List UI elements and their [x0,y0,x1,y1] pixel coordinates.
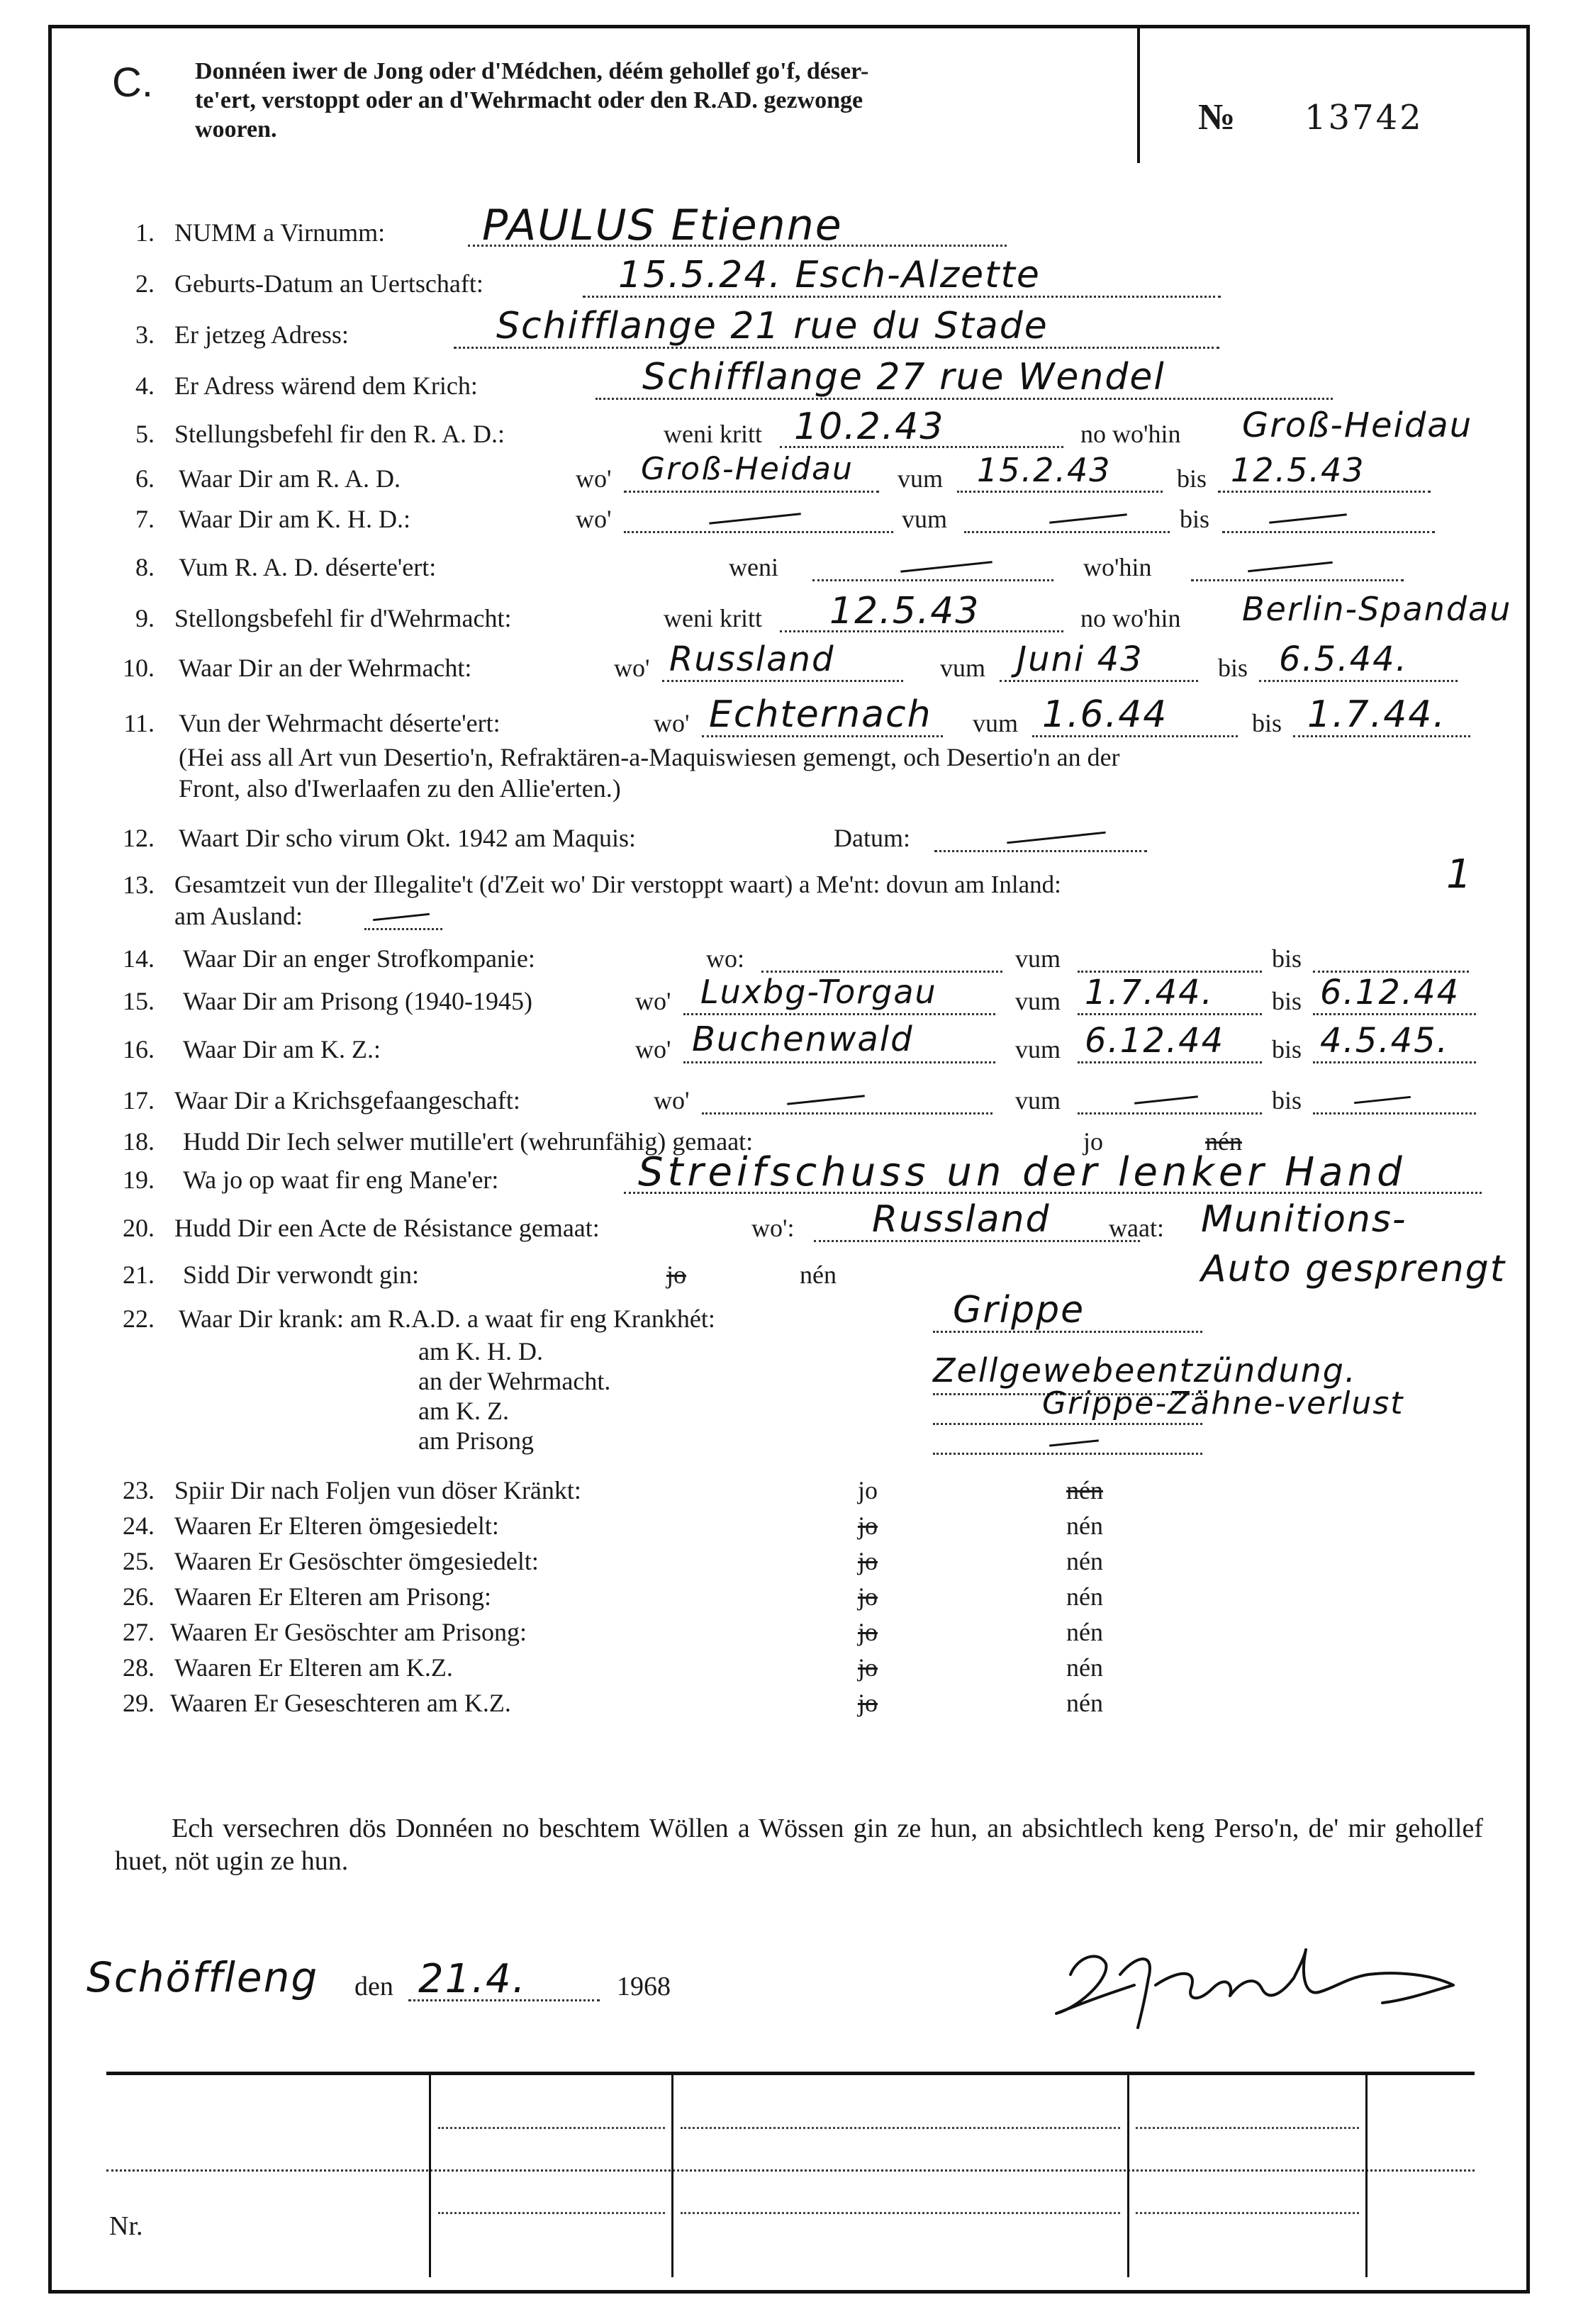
item-number: 12. [123,824,155,852]
label-where: wo' [654,1086,690,1114]
item-number: 13. [123,871,155,899]
answer-yes-struck: jo [858,1512,878,1540]
label-rad-order: Stellungsbefehl fir den R. A. D.: [174,420,505,448]
fill-line [812,579,1053,581]
fill-line [957,491,1163,493]
fill-line [1078,1112,1262,1114]
register-column-divider [429,2072,431,2277]
item-number: 18. [123,1127,155,1156]
value-inland: 1 [1446,851,1473,898]
header-title-line-1: Donnéen iwer de Jong oder d'Médchen, déém gehollef go'f, déser- [195,58,869,84]
answer-no-struck: nén [1205,1127,1242,1156]
header-separator [1137,25,1140,163]
label-from: vum [1015,944,1061,973]
label-wehrmacht-order: Stellongsbefehl fir d'Wehrmacht: [174,604,512,632]
value-prison-place: Luxbg-Torgau [700,973,937,1011]
value-rad-to: 12.5.43 [1231,451,1365,489]
label-when: weni kritt [664,420,762,448]
value-desertion-place: Echternach [709,693,932,736]
label-where: wo: [706,944,744,973]
label-war-address: Er Adress wärend dem Krich: [174,371,478,400]
handwritten-signature [1014,1907,1510,2049]
header-title-line-3: wooren. [195,116,277,143]
item-number: 7. [135,505,155,533]
value-current-address: Schifflange 21 rue du Stade [496,305,1049,347]
value-camp-place: Buchenwald [692,1019,914,1059]
answer-no: nén [1066,1689,1103,1717]
value-resistance-what-2: Auto gesprengt [1201,1248,1506,1290]
label-prison: Waar Dir am Prisong (1940-1945) [183,987,532,1015]
answer-yes: jo [1083,1127,1104,1156]
item-number: 9. [135,604,155,632]
item-number: 4. [135,371,155,400]
fill-line [662,680,903,682]
register-dotted-line [1136,2127,1359,2129]
signature-place: Schöffleng [86,1953,319,2001]
answer-yes-struck: jo [858,1582,878,1611]
label-where: wo' [576,505,612,533]
fill-line [1000,680,1198,682]
label-where: wo' [635,987,671,1015]
header-title [195,57,1117,144]
value-prison-from: 1.7.44. [1085,973,1214,1012]
value-rad-place: Groß-Heidau [641,451,854,487]
answer-no: nén [1066,1547,1103,1575]
label-to: bis [1272,987,1302,1015]
label-to: bis [1272,944,1302,973]
item-number: 16. [123,1035,155,1063]
answer-no: nén [1066,1618,1103,1646]
value-resistance-place: Russland [872,1198,1051,1241]
label-illness-prison: am Prisong [418,1426,535,1455]
label-maquis: Waart Dir scho virum Okt. 1942 am Maquis: [179,824,636,852]
label-from: vum [973,709,1019,737]
label-from: vum [898,464,944,493]
label-where-to: no wo'hin [1080,420,1181,448]
fill-line [702,1112,992,1114]
register-nr-label: Nr. [109,2211,143,2241]
label-where-to: no wo'hin [1080,604,1181,632]
fill-line [964,531,1170,533]
value-birth: 15.5.24. Esch-Alzette [618,254,1041,296]
label-where: wo' [614,654,650,682]
value-rad-from: 15.2.43 [977,451,1112,489]
item-number: 28. [123,1653,155,1682]
item-number: 14. [123,944,155,973]
item-number: 5. [135,420,155,448]
value-rad-order-place: Groß-Heidau [1242,406,1473,445]
label-parents-resettled: Waaren Er Elteren ömgesiedelt: [174,1512,499,1540]
value-illness-rad: Grippe [953,1289,1085,1331]
value-illness-wehrmacht: Zellgewebeentzündung. [933,1351,1357,1390]
label-what: waat: [1109,1214,1164,1242]
document-number: 13742 [1304,98,1424,138]
register-column-divider [1127,2072,1129,2277]
label-pow: Waar Dir a Krichsgefaangeschaft: [174,1086,520,1114]
label-wounded: Sidd Dir verwondt gin: [183,1261,419,1289]
answer-yes-struck: jo [858,1689,878,1717]
label-when: weni kritt [664,604,762,632]
value-illness-kz: Grippe-Zähne-verlust [1042,1385,1404,1421]
item-number: 25. [123,1547,155,1575]
value-camp-to: 4.5.45. [1320,1021,1449,1061]
value-wehrmacht-place: Russland [669,639,835,679]
label-abroad: am Ausland: [174,902,303,930]
label-illness: Waar Dir krank: am R.A.D. a waat fir eng Krankhét: [179,1305,715,1333]
label-siblings-prison: Waaren Er Gesöschter am Prisong: [170,1618,527,1646]
value-desertion-to: 1.7.44. [1307,693,1446,736]
label-wehrmacht-desertion: Vun der Wehrmacht déserte'ert: [179,709,501,737]
item-number: 24. [123,1512,155,1540]
label-current-address: Er jetzeg Adress: [174,320,349,349]
register-dotted-line [681,2212,1120,2214]
signature-year: 1968 [617,1972,671,2001]
answer-yes-struck: jo [858,1618,878,1646]
fill-line [1313,1112,1476,1114]
label-illness-kz: am K. Z. [418,1397,509,1425]
item-number: 11. [123,709,155,737]
item-number: 21. [123,1261,155,1289]
item-number: 17. [123,1086,155,1114]
register-dotted-line [681,2127,1120,2129]
item-number: 1. [135,218,155,247]
number-sign: № [1198,97,1236,138]
fill-line [933,1453,1202,1455]
label-from: vum [940,654,986,682]
value-name: PAULUS Etienne [482,201,843,250]
fill-line [934,850,1147,852]
answer-no-struck: nén [1066,1476,1103,1504]
label-manner: Wa jo op waat fir eng Mane'er: [183,1166,499,1194]
fill-line [1222,531,1435,533]
answer-no: nén [1066,1512,1103,1540]
item-number: 10. [123,654,155,682]
label-to: bis [1180,505,1210,533]
note-line-1: (Hei ass all Art vun Desertio'n, Refraktären-a-Maquiswiesen gemengt, och Desertio'n an der [179,743,1120,771]
label-khd: Waar Dir am K. H. D.: [179,505,411,533]
label-to: bis [1272,1086,1302,1114]
label-from: vum [902,505,948,533]
label-siblings-camp: Waaren Er Geseschteren am K.Z. [170,1689,511,1717]
value-desertion-from: 1.6.44 [1042,693,1168,736]
label-from: vum [1015,1035,1061,1063]
item-number: 3. [135,320,155,349]
label-date: Datum: [834,824,910,852]
fill-line [683,1013,995,1015]
fill-line [1078,1013,1262,1015]
label-name: NUMM a Virnumm: [174,218,386,247]
value-wehrmacht-to: 6.5.44. [1279,639,1408,679]
item-number: 23. [123,1476,155,1504]
label-siblings-resettled: Waaren Er Gesöschter ömgesiedelt: [174,1547,539,1575]
value-resistance-what-1: Munitions- [1201,1198,1407,1241]
fill-line [1191,579,1404,581]
item-number: 6. [135,464,155,493]
item-number: 29. [123,1689,155,1717]
label-where: wo': [751,1214,795,1242]
value-wehrmacht-order-place: Berlin-Spandau [1242,590,1512,628]
label-camp: Waar Dir am K. Z.: [183,1035,381,1063]
item-number: 19. [123,1166,155,1194]
label-penal-company: Waar Dir an enger Strofkompanie: [183,944,535,973]
label-self-mutilation: Hudd Dir Iech selwer mutille'ert (wehrunfähig) gemaat: [183,1127,754,1156]
label-rad-desertion: Vum R. A. D. déserte'ert: [179,553,437,581]
label-from: vum [1015,1086,1061,1114]
register-mid-line [106,2169,1475,2172]
label-where-to: wo'hin [1083,553,1152,581]
value-manner: Streifschuss un der lenker Hand [638,1149,1407,1195]
fill-line [624,531,893,533]
header-title-line-2: te'ert, verstoppt oder an d'Wehrmacht oder den R.AD. gezwonge [195,87,863,113]
signature-date: 21.4. [418,1956,527,2002]
label-to: bis [1177,464,1207,493]
label-illness-wehrmacht: an der Wehrmacht. [418,1367,611,1395]
label-to: bis [1272,1035,1302,1063]
value-camp-from: 6.12.44 [1085,1021,1225,1061]
value-wehrmacht-from: Juni 43 [1017,639,1144,679]
fill-line [1259,680,1458,682]
register-dotted-line [438,2212,665,2214]
item-number: 8. [135,553,155,581]
label-illegality: Gesamtzeit vun der Illegalite't (d'Zeit wo' Dir verstoppt waart) a Me'nt: dovun am Inland: [174,871,1061,898]
label-wehrmacht: Waar Dir an der Wehrmacht: [179,654,472,682]
fill-line [933,1423,1202,1425]
item-number: 27. [123,1618,155,1646]
label-where: wo' [635,1035,671,1063]
value-prison-to: 6.12.44 [1320,973,1460,1012]
fill-line [1313,1061,1476,1063]
value-rad-order-date: 10.2.43 [794,406,945,448]
register-dotted-line [1136,2212,1359,2214]
label-to: bis [1252,709,1282,737]
label-when: weni [729,553,778,581]
section-letter: C. [112,60,153,106]
fill-line [624,491,879,493]
register-column-divider [1365,2072,1368,2277]
label-where: wo' [654,709,690,737]
label-to: bis [1218,654,1248,682]
label-resistance: Hudd Dir een Acte de Résistance gemaat: [174,1214,600,1242]
label-parents-camp: Waaren Er Elteren am K.Z. [174,1653,453,1682]
signature-den-label: den [354,1972,393,2001]
label-where: wo' [576,464,612,493]
item-number: 26. [123,1582,155,1611]
fill-line [1078,1061,1262,1063]
fill-line [683,1061,995,1063]
value-war-address: Schifflange 27 rue Wendel [642,356,1165,398]
item-number: 20. [123,1214,155,1242]
fill-line [1313,1013,1476,1015]
answer-yes: jo [858,1476,878,1504]
label-birth: Geburts-Datum an Uertschaft: [174,269,483,298]
item-number: 22. [123,1305,155,1333]
label-after-effects: Spiir Dir nach Foljen vun döser Kränkt: [174,1476,581,1504]
item-number: 15. [123,987,155,1015]
item-number: 2. [135,269,155,298]
label-parents-prison: Waaren Er Elteren am Prisong: [174,1582,491,1611]
fill-line [364,928,442,930]
register-column-divider [671,2072,673,2277]
fill-line [1218,491,1431,493]
note-line-2: Front, also d'Iwerlaafen zu den Allie'erten.) [179,774,621,803]
label-rad: Waar Dir am R. A. D. [179,464,401,493]
register-dotted-line [438,2127,665,2129]
answer-yes-struck: jo [858,1547,878,1575]
value-wehrmacht-order-date: 12.5.43 [829,590,980,632]
declaration-text: Ech versechren dös Donnéen no beschtem Wöllen a Wössen gin ze hun, an absichtlech keng Perso'n, de' mir gehollef huet, nöt ugin ze hun. [115,1814,1483,1876]
answer-yes-struck: jo [666,1261,687,1289]
register-top-rule [106,2072,1475,2075]
label-from: vum [1015,987,1061,1015]
answer-no: nén [1066,1582,1103,1611]
answer-yes-struck: jo [858,1653,878,1682]
label-illness-khd: am K. H. D. [418,1337,543,1365]
answer-no: nén [1066,1653,1103,1682]
answer-no: nén [800,1261,837,1289]
